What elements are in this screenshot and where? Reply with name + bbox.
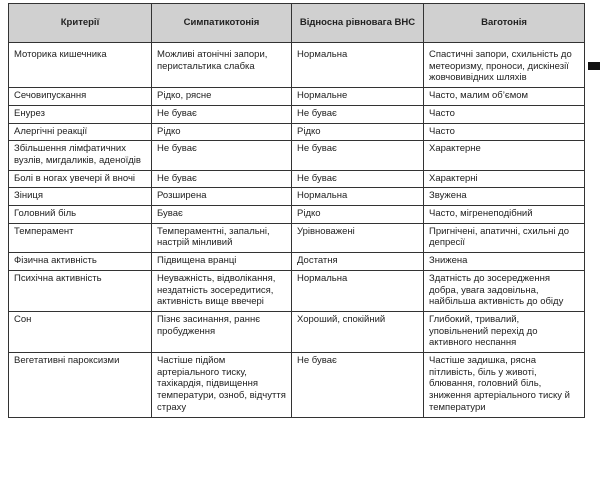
- page-edge-marker: [588, 62, 600, 70]
- header-row: [9, 4, 585, 43]
- table-row: [9, 353, 585, 418]
- cell-sympathicotonia: Пізнє засинання, раннє пробудження: [152, 311, 292, 352]
- cell-sympathicotonia: Неуважність, відволікання, нездатність зосередитися, активність вище ввечері: [152, 270, 292, 311]
- cell-sympathicotonia: Підвищена вранці: [152, 253, 292, 271]
- table-row: [9, 311, 585, 352]
- autonomic-criteria-table: [8, 3, 585, 418]
- cell-balance: Не буває: [292, 170, 424, 188]
- cell-balance: Рідко: [292, 123, 424, 141]
- cell-balance: Урівноважені: [292, 223, 424, 252]
- cell-vagotonia: Часто: [424, 105, 585, 123]
- cell-criterion: Сон: [9, 311, 152, 352]
- cell-vagotonia: Глибокий, тривалий, уповільнений перехід до активного неспання: [424, 311, 585, 352]
- table-row: [9, 253, 585, 271]
- cell-criterion: Енурез: [9, 105, 152, 123]
- cell-vagotonia: Частіше задишка, рясна пітливість, біль у животі, блювання, головний біль, зниження артеріального тиску й температури: [424, 353, 585, 418]
- cell-sympathicotonia: Рідко, рясне: [152, 88, 292, 106]
- cell-sympathicotonia: Не буває: [152, 141, 292, 170]
- cell-vagotonia: Часто: [424, 123, 585, 141]
- cell-sympathicotonia: Рідко: [152, 123, 292, 141]
- cell-criterion: Сечовипускання: [9, 88, 152, 106]
- cell-criterion: Зіниця: [9, 188, 152, 206]
- cell-balance: Нормальна: [292, 43, 424, 88]
- cell-criterion: Головний біль: [9, 206, 152, 224]
- table-row: [9, 270, 585, 311]
- cell-sympathicotonia: Частіше підйом артеріального тиску, тахікардія, підвищення температури, озноб, відчуття страху: [152, 353, 292, 418]
- cell-criterion: Психічна активність: [9, 270, 152, 311]
- header-ans-balance: Відносна рівновага ВНС: [292, 4, 424, 43]
- header-criteria: Критерії: [9, 4, 152, 43]
- cell-balance: Не буває: [292, 105, 424, 123]
- table-row: [9, 123, 585, 141]
- cell-balance: Нормальна: [292, 188, 424, 206]
- table-row: [9, 188, 585, 206]
- cell-balance: Нормальне: [292, 88, 424, 106]
- cell-criterion: Алергічні реакції: [9, 123, 152, 141]
- cell-vagotonia: Пригнічені, апатичні, схильні до депресії: [424, 223, 585, 252]
- cell-sympathicotonia: Темпераментні, запальні, настрій мінливий: [152, 223, 292, 252]
- table-row: [9, 88, 585, 106]
- cell-sympathicotonia: Не буває: [152, 170, 292, 188]
- cell-vagotonia: Звужена: [424, 188, 585, 206]
- cell-vagotonia: Характерні: [424, 170, 585, 188]
- cell-balance: Не буває: [292, 353, 424, 418]
- header-sympathicotonia: Симпатикотонія: [152, 4, 292, 43]
- cell-criterion: Фізична активність: [9, 253, 152, 271]
- cell-sympathicotonia: Розширена: [152, 188, 292, 206]
- table-row: [9, 105, 585, 123]
- table-row: [9, 43, 585, 88]
- cell-criterion: Збільшення лімфатичних вузлів, мигдаликів, аденоїдів: [9, 141, 152, 170]
- cell-criterion: Темперамент: [9, 223, 152, 252]
- table-row: [9, 223, 585, 252]
- cell-criterion: Вегетативні пароксизми: [9, 353, 152, 418]
- cell-balance: Хороший, спокійний: [292, 311, 424, 352]
- table-row: [9, 206, 585, 224]
- cell-sympathicotonia: Буває: [152, 206, 292, 224]
- cell-vagotonia: Характерне: [424, 141, 585, 170]
- cell-balance: Достатня: [292, 253, 424, 271]
- cell-sympathicotonia: Не буває: [152, 105, 292, 123]
- table-row: [9, 141, 585, 170]
- table-row: [9, 170, 585, 188]
- cell-vagotonia: Знижена: [424, 253, 585, 271]
- cell-balance: Не буває: [292, 141, 424, 170]
- cell-vagotonia: Часто, мігренеподібний: [424, 206, 585, 224]
- header-vagotonia: Ваготонія: [424, 4, 585, 43]
- cell-vagotonia: Здатність до зосередження добра, увага задовільна, найбільша активність до обіду: [424, 270, 585, 311]
- cell-balance: Нормальна: [292, 270, 424, 311]
- cell-sympathicotonia: Можливі атонічні запори, перистальтика слабка: [152, 43, 292, 88]
- cell-balance: Рідко: [292, 206, 424, 224]
- cell-vagotonia: Часто, малим об’ємом: [424, 88, 585, 106]
- cell-criterion: Болі в ногах увечері й вночі: [9, 170, 152, 188]
- cell-vagotonia: Спастичні запори, схильність до метеоризму, проноси, дискінезії жовчовивідних шляхів: [424, 43, 585, 88]
- cell-criterion: Моторика кишечника: [9, 43, 152, 88]
